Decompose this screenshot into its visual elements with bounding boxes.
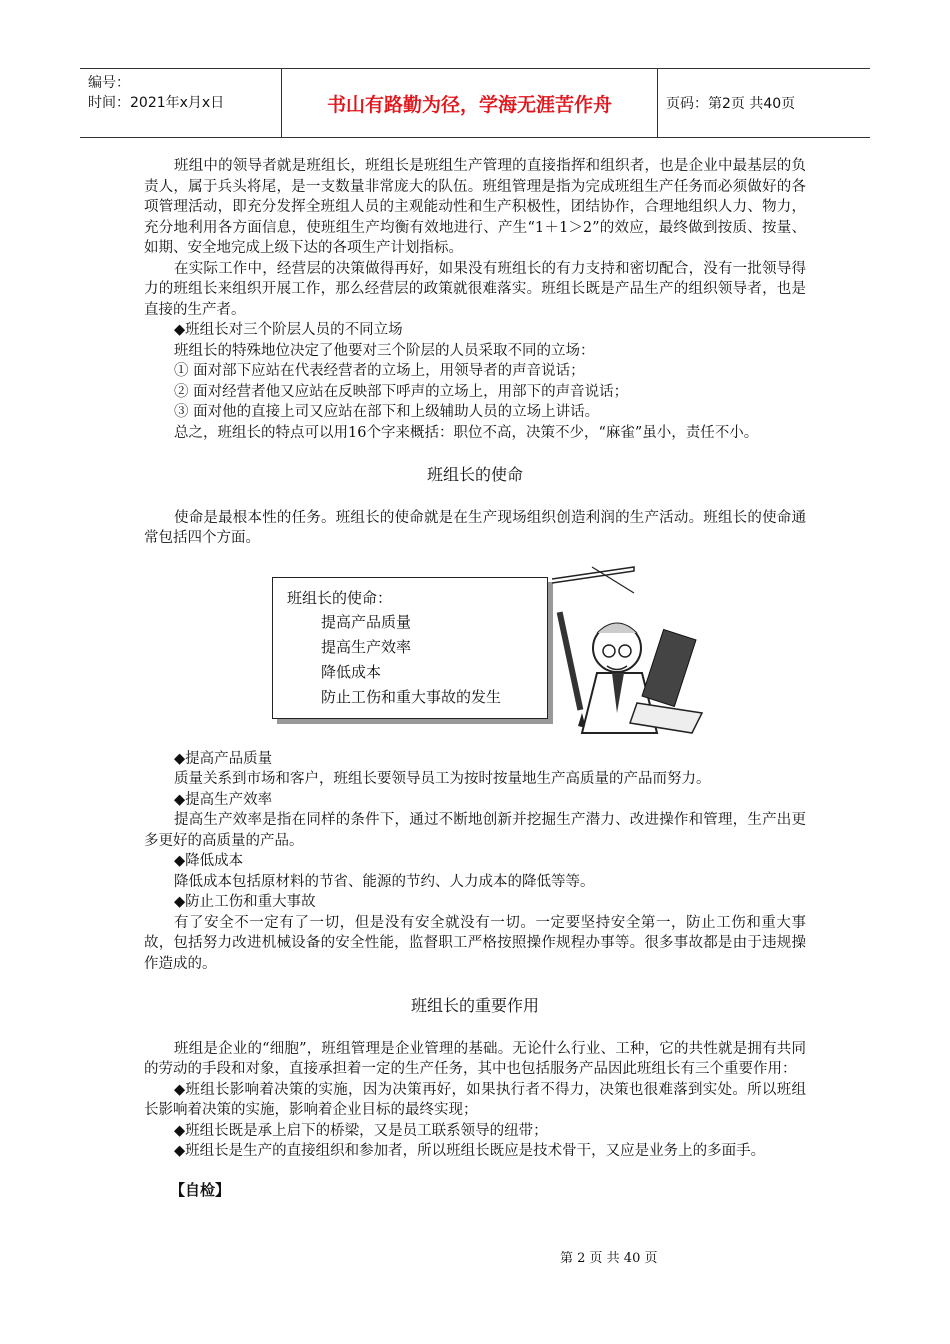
scholar-with-pen-icon (542, 563, 742, 743)
callout-item: 防止工伤和重大事故的发生 (321, 687, 502, 706)
role-point-1: ◆班组长影响着决策的实施，因为决策再好，如果执行者不得力，决策也很难落到实处。所以班组长影响着决策的实施，影响着企业目标的最终实现； (144, 1081, 806, 1118)
stance-heading: ◆班组长对三个阶层人员的不同立场 (174, 322, 403, 338)
callout-item: 提高产品质量 (321, 612, 412, 631)
header-page-label: 页码：第2页 共40页 (666, 96, 796, 112)
mission-section-heading: ◆提高产品质量 (174, 750, 273, 767)
header-meta (80, 69, 282, 137)
mission-intro: 使命是最根本性的任务。班组长的使命就是在生产现场组织创造利润的生产活动。班组长的使命通常包括四个方面。 (144, 509, 806, 546)
self-check-heading: 【自检】 (170, 1180, 231, 1199)
mission-section-heading: ◆防止工伤和重大事故 (174, 894, 316, 910)
mission-callout-box (272, 577, 548, 719)
document-body (144, 156, 806, 1200)
callout-item: 降低成本 (321, 662, 382, 681)
stance-item-3: ③ 面对他的直接上司又应站在部下和上级辅助人员的立场上讲话。 (174, 404, 600, 420)
mission-section-text: 有了安全不一定有了一切，但是没有安全就没有一切。一定要坚持安全第一，防止工伤和重大事故，包括努力改进机械设备的安全性能，监督职工严格按照操作规程办事等。很多事故都是由于违规操作造成的。 (144, 914, 806, 972)
stance-lead: 班组长的特殊地位决定了他要对三个阶层的人员采取不同的立场： (174, 342, 595, 359)
callout-item: 提高生产效率 (321, 637, 412, 656)
intro-paragraph-1: 班组中的领导者就是班组长，班组长是班组生产管理的直接指挥和组织者，也是企业中最基层的负责人，属于兵头将尾，是一支数量非常庞大的队伍。班组管理是指为完成班组生产任务而必须做好的各项管理活动，即充分发挥全班组人员的主观能动性和生产积极性，团结协作，合理地组织人力、物力，充分地利用各方面信息，使班组生产均衡有效地进行、产生“1＋1＞2”的效应，最终做到按质、按量、如期、安全地完成上级下达的各项生产计划指标。 (144, 158, 806, 256)
mission-illustration (144, 563, 806, 743)
mission-section-heading: ◆提高生产效率 (174, 791, 273, 808)
stance-summary: 总之，班组长的特点可以用16个字来概括：职位不高，决策不少，“麻雀”虽小，责任不小。 (174, 424, 759, 441)
role-point-2: ◆班组长既是承上启下的桥梁，又是员工联系领导的纽带； (174, 1122, 548, 1139)
mission-section-heading: ◆降低成本 (174, 853, 244, 869)
mission-section-text: 提高生产效率是指在同样的条件下，通过不断地创新并挖掘生产潜力、改进操作和管理，生产出更多更好的高质量的产品。 (144, 812, 806, 849)
number-label: 编号： (88, 75, 130, 91)
callout-title: 班组长的使命： (287, 588, 393, 607)
stance-item-1: ① 面对部下应站在代表经营者的立场上，用领导者的声音说话； (174, 363, 585, 379)
intro-paragraph-2: 在实际工作中，经营层的决策做得再好，如果没有班组长的有力支持和密切配合，没有一批领导得力的班组长来组织开展工作，那么经营层的政策就很难落实。班组长既是产品生产的组织领导者，也是直接的生产者。 (144, 260, 806, 318)
page-footer: 第 2 页 共 40 页 (560, 1251, 658, 1266)
role-title: 班组长的重要作用 (410, 996, 539, 1015)
mission-section-text: 降低成本包括原材料的节省、能源的节约、人力成本的降低等等。 (174, 873, 595, 890)
mission-title: 班组长的使命 (426, 465, 523, 484)
role-intro: 班组是企业的“细胞”，班组管理是企业管理的基础。无论什么行业、工种，它的共性就是拥有共同的劳动的手段和对象，直接承担着一定的生产任务，其中也包括服务产品因此班组长有三个重要作用： (144, 1040, 806, 1077)
time-label: 时间：2021年x月x日 (88, 95, 225, 111)
role-point-3: ◆班组长是生产的直接组织和参加者，所以班组长既应是技术骨干，又应是业务上的多面手。 (174, 1143, 766, 1159)
stance-item-2: ② 面对经营者他又应站在反映部下呼声的立场上，用部下的声音说话； (174, 383, 629, 400)
page-header (80, 68, 870, 138)
mission-section-text: 质量关系到市场和客户，班组长要领导员工为按时按量地生产高质量的产品而努力。 (174, 771, 711, 787)
header-motto: 书山有路勤为径，学海无涯苦作舟 (282, 69, 658, 137)
